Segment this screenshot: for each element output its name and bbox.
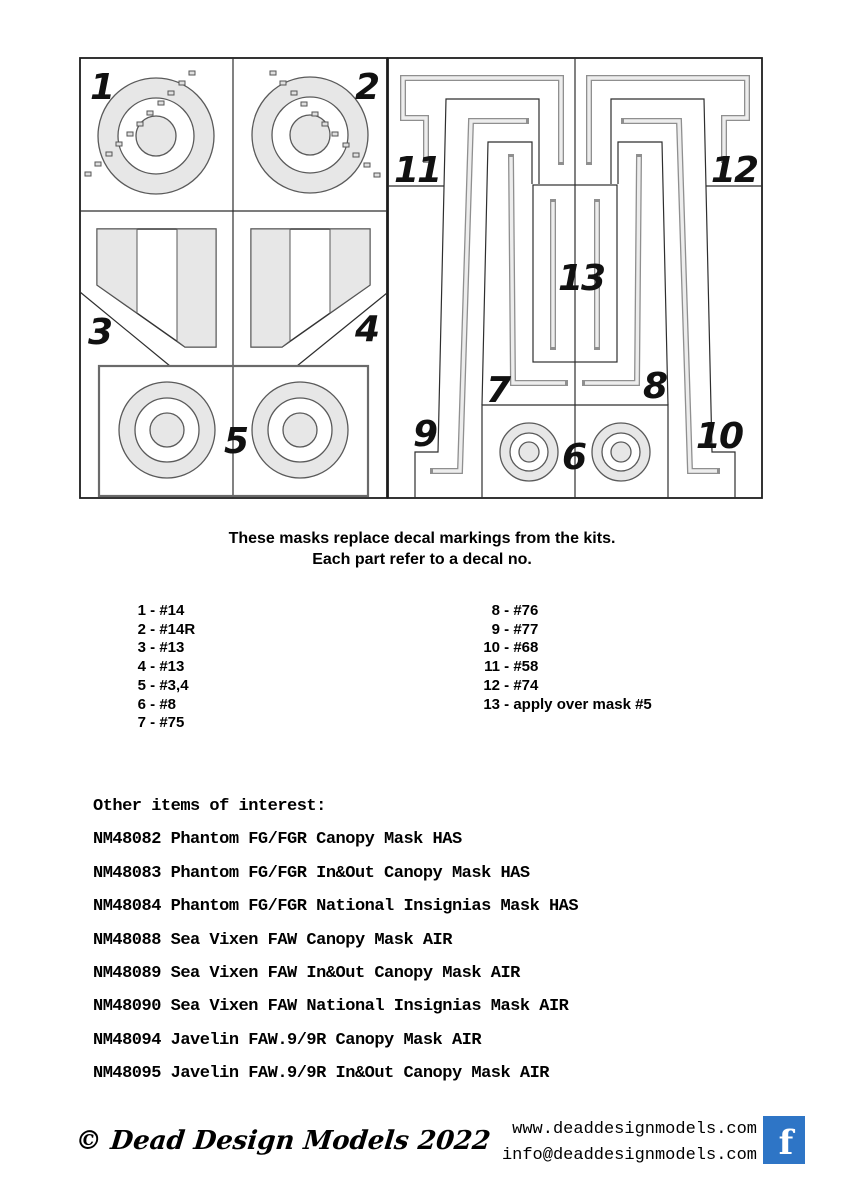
mask-label-12: 12 — [710, 150, 757, 191]
decal-row — [478, 639, 652, 658]
decal-ref: #75 — [159, 714, 185, 732]
mask-label-7: 7 — [486, 370, 510, 411]
decal-number: 7 — [137, 714, 146, 732]
decal-number: 9 — [491, 620, 500, 638]
decal-row — [124, 696, 195, 715]
decal-separator: - — [500, 676, 514, 694]
decal-ref: #14 — [159, 602, 185, 619]
decal-ref: #13 — [159, 658, 185, 676]
fin-flash-mask-4 — [251, 229, 370, 347]
mask-label-3: 3 — [88, 312, 112, 353]
decal-ref: #13 — [159, 639, 185, 657]
decal-row — [124, 677, 195, 696]
decal-ref: #68 — [513, 639, 539, 657]
decal-separator: - — [146, 639, 160, 657]
decal-number: 1 — [137, 602, 146, 619]
instructions-heading — [0, 528, 844, 570]
decal-row — [124, 714, 195, 733]
mask-label-1: 1 — [90, 67, 114, 108]
decal-number: 3 — [137, 639, 146, 657]
other-item: NM48095 Javelin FAW.9/9R In&Out Canopy Mask AIR — [93, 1064, 549, 1084]
mask-label-11: 11 — [394, 150, 441, 191]
mask-label-10: 10 — [695, 416, 742, 457]
fin-flash-mask-3 — [97, 229, 216, 347]
left-mask-sheet — [80, 58, 387, 498]
other-item: NM48094 Javelin FAW.9/9R Canopy Mask AIR — [93, 1030, 482, 1050]
email-address: info@deaddesignmodels.com — [501, 1146, 757, 1165]
decal-ref: #3,4 — [159, 676, 189, 694]
decal-row — [478, 621, 652, 640]
decal-separator: - — [500, 639, 514, 657]
decal-row — [124, 639, 195, 658]
decal-ref: #77 — [513, 620, 539, 638]
heading-line-2: Each part refer to a decal no. — [312, 551, 532, 568]
copyright-signature: © Dead Design Models 2022 — [74, 1126, 492, 1156]
decal-number: 12 — [483, 676, 500, 694]
decal-separator: - — [146, 676, 160, 694]
decal-row — [478, 677, 652, 696]
heading-line-1: These masks replace decal markings from the kits. — [228, 530, 616, 547]
right-mask-sheet — [388, 58, 762, 498]
decal-ref: #74 — [513, 676, 539, 694]
mask-diagram — [0, 0, 844, 520]
other-item: NM48084 Phantom FG/FGR National Insignias Mask HAS — [93, 897, 579, 917]
mask-label-5: 5 — [224, 421, 248, 462]
decal-number: 6 — [137, 695, 146, 713]
decal-row — [124, 658, 195, 677]
mask-label-9: 9 — [413, 414, 437, 455]
decal-row — [478, 658, 652, 677]
decal-number: 8 — [491, 602, 500, 619]
decal-row — [478, 602, 652, 621]
decal-separator: - — [500, 602, 514, 619]
decal-row — [124, 602, 195, 621]
decal-number: 11 — [484, 658, 500, 676]
decal-separator: - — [146, 695, 160, 713]
decal-ref: #58 — [513, 658, 539, 676]
canopy-inner-outline-left — [482, 142, 532, 405]
decal-row — [124, 621, 195, 640]
mask-label-6: 6 — [562, 437, 586, 478]
decal-ref: #8 — [159, 695, 177, 713]
decal-number: 4 — [137, 658, 146, 676]
contact-block — [502, 1117, 757, 1169]
decal-ref: #76 — [513, 602, 539, 619]
decal-ref: #14R — [159, 620, 196, 638]
other-items-section — [93, 790, 578, 1091]
facebook-f-glyph: f — [778, 1123, 794, 1163]
roundel-mask-2 — [252, 77, 368, 193]
mask-label-8: 8 — [642, 366, 666, 407]
decal-number: 5 — [137, 676, 146, 694]
decal-separator: - — [146, 714, 160, 732]
decal-separator: - — [146, 602, 160, 619]
decal-separator: - — [500, 695, 514, 713]
decal-number: 13 — [483, 695, 500, 713]
other-item: NM48090 Sea Vixen FAW National Insignias Mask AIR — [93, 997, 569, 1017]
decal-number: 10 — [483, 639, 500, 657]
other-item: NM48089 Sea Vixen FAW In&Out Canopy Mask AIR — [93, 964, 520, 984]
mask-label-2: 2 — [354, 67, 378, 108]
decal-separator: - — [500, 620, 514, 638]
decal-separator: - — [146, 658, 160, 676]
other-item: NM48088 Sea Vixen FAW Canopy Mask AIR — [93, 930, 452, 950]
decal-list-right — [478, 602, 652, 714]
website-url: www.deaddesignmodels.com — [512, 1120, 757, 1139]
other-item: NM48082 Phantom FG/FGR Canopy Mask HAS — [93, 830, 462, 850]
decal-ref: apply over mask #5 — [513, 695, 652, 713]
other-items-heading: Other items of interest: — [93, 797, 326, 816]
other-item: NM48083 Phantom FG/FGR In&Out Canopy Mask HAS — [93, 863, 530, 883]
decal-separator: - — [500, 658, 514, 676]
frame-strip-7 — [511, 157, 565, 383]
facebook-icon — [763, 1116, 805, 1164]
decal-list-left — [124, 602, 195, 733]
mask-label-13: 13 — [558, 258, 605, 299]
decal-separator: - — [146, 620, 160, 638]
decal-row — [478, 696, 652, 715]
roundel-mask-1 — [98, 78, 214, 194]
decal-number: 2 — [137, 620, 146, 638]
mask-label-4: 4 — [354, 309, 378, 350]
